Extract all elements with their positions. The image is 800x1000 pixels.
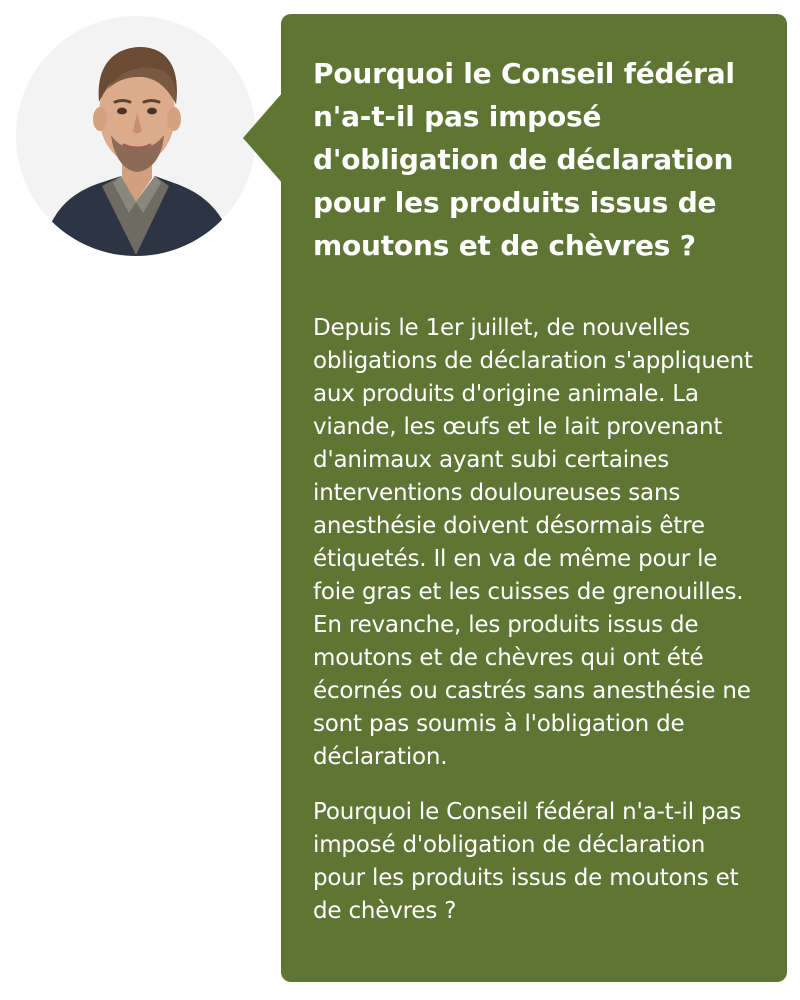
question-title: Pourquoi le Conseil fédéral n'a-t-il pas imposé d'obligation de déclaration pour les produits issus de moutons et de chèvres ? xyxy=(313,57,735,262)
body-paragraph-2: Pourquoi le Conseil fédéral n'a-t-il pas imposé d'obligation de déclaration pour les produits issus de moutons et de chèvres ? xyxy=(313,799,742,924)
body-paragraph-1: Depuis le 1er juillet, de nouvelles obligations de déclaration s'appliquent aux produits d'origine animale. La viande, les œufs et le lait provenant d'animaux ayant subi certaines interventions douloureuses sans anesthésie doivent désormais être étiquetés. Il en va de même pour le foie gras et les cuisses de grenouilles. En revanche, les produits issus de moutons et de chèvres qui ont été écornés ou castrés sans anesthésie ne sont pas soumis à l'obligation de déclaration. xyxy=(313,315,753,770)
author-avatar xyxy=(16,16,256,256)
portrait-illustration xyxy=(16,16,256,256)
question-bubble xyxy=(281,14,787,982)
speech-bubble-pointer xyxy=(243,92,283,184)
